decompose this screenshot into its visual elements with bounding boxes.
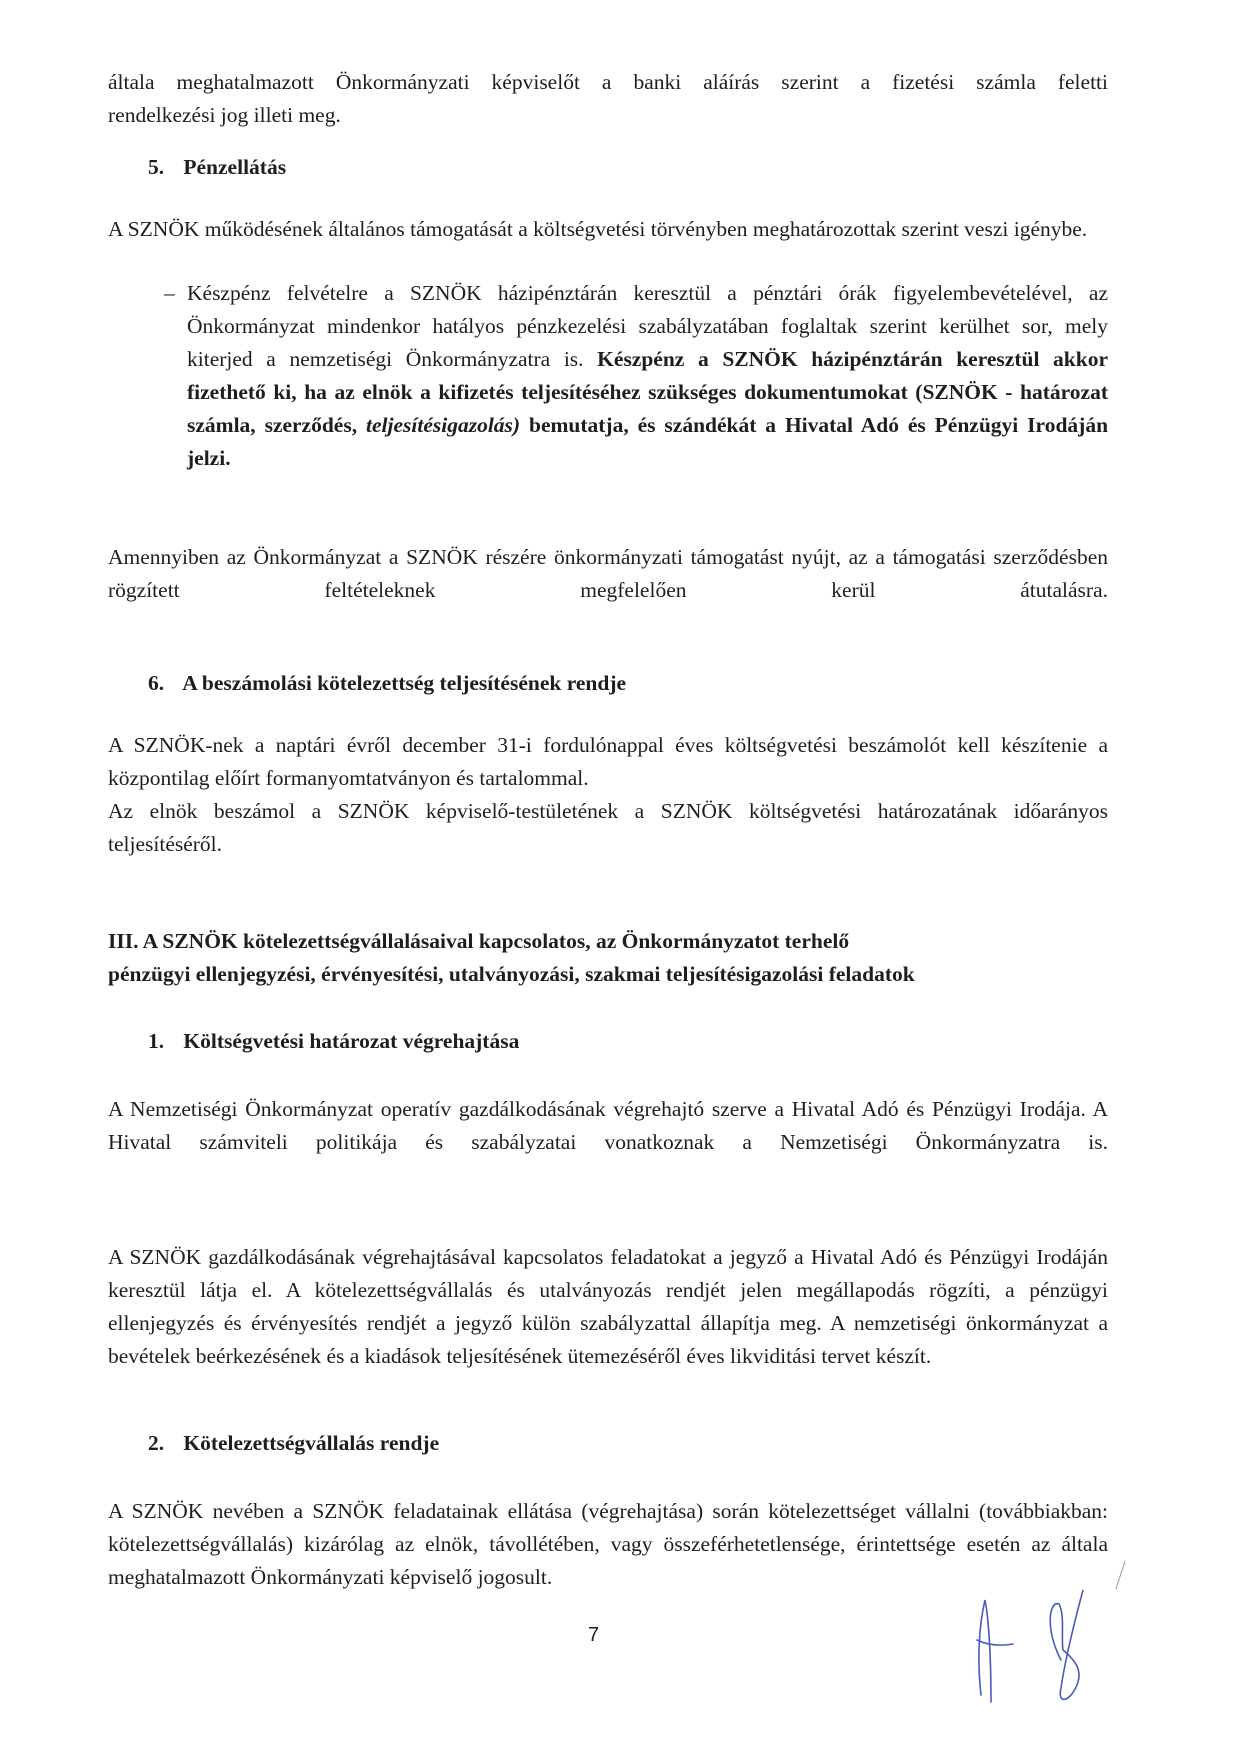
chapter-3-title-line-1: III. A SZNÖK kötelezettségvállalásaival kapcsolatos, az Önkormányzatot terhelő [108,929,850,953]
subsection-1-paragraph-2: A SZNÖK gazdálkodásának végrehajtásával kapcsolatos feladatokat a jegyző a Hivatal Adó és Pénzügyi Irodáján keresztül látja el. A kötelezettségvállalás és utalványozás rendjét jelen megállapodás rögzíti, a pénzügyi ellenjegyzés és érvényesítés rendjét a jegyző külön szabályzattal állapítja meg. A nemzetiségi önkormányzat a bevételek beérkezésének és a kiadások teljesítésének ütemezéséről éves likviditási tervet készít. [108,1245,1108,1368]
section-6-title: A beszámolási kötelezettség teljesítésének rendje [182,671,627,695]
chapter-3-title-line-2: pénzügyi ellenjegyzési, érvényesítési, utalványozási, szakmai teljesítésigazolási feladatok [108,962,915,986]
subsection-1-number: 1. [148,1029,165,1053]
continuation-paragraph [108,66,1108,132]
subsection-1-title: Költségvetési határozat végrehajtása [183,1029,520,1053]
continuation-line-1: általa meghatalmazott Önkormányzati képviselőt a banki aláírás szerint a fizetési számla feletti [108,70,1108,94]
subsection-2-paragraph-1: A SZNÖK nevében a SZNÖK feladatainak ellátása (végrehajtása) során kötelezettséget vállalni (továbbiakban: kötelezettségvállalás) kizárólag az elnök, távollétében, vagy összeférhetetlensége, érintettsége esetén az általa meghatalmazott Önkormányzati képviselő jogosult. [108,1499,1108,1589]
section-5-dash-item [164,277,1109,475]
signature-stroke [1115,1561,1125,1590]
section-6-heading [148,667,1148,700]
dash-item-normal-text: Készpénz felvételre a SZNÖK házipénztárán keresztül a pénztári órák figyelembevételével, az Önkormányzat mindenkor hatályos pénzkezelési szabályzatában foglaltak szerint kerülhet sor, mely kiterjed a nemzetiségi Önkormányzatra is. [187,281,1108,371]
section-5-number: 5. [148,155,165,179]
section-5-closing: Amennyiben az Önkormányzat a SZNÖK részére önkormányzati támogatást nyújt, az a támogatási szerződésben rögzített feltételeknek megfelelően kerül átutalásra. [108,545,1108,602]
subsection-2-title: Kötelezettségvállalás rendje [183,1431,440,1455]
chapter-3-heading [108,925,1108,991]
subsection-2-heading [148,1427,1148,1460]
section-5-heading [148,151,1148,184]
continuation-line-2: rendelkezési jog illeti meg. [108,103,341,127]
handwritten-initials-icon [965,1590,1125,1710]
page-number: 7 [588,1624,600,1646]
subsection-2-number: 2. [148,1431,165,1455]
section-6-paragraph-2: Az elnök beszámol a SZNÖK képviselő-testületének a SZNÖK költségvetési határozatának időarányos teljesítéséről. [108,799,1108,856]
section-6-number: 6. [148,671,165,695]
dash-bullet: – [164,281,175,305]
dash-item-bold-text-1: Készpénz a SZNÖK házipénztárán keresztül akkor fizethető ki, ha az elnök a kifizetés teljesítéséhez szükséges dokumentumokat (SZNÖK - határozat számla, szerződés, [187,347,1108,437]
section-5-intro: A SZNÖK működésének általános támogatását a költségvetési törvényben meghatározottak szerint veszi igénybe. [108,217,1088,241]
section-6-paragraph-1: A SZNÖK-nek a naptári évről december 31-i fordulónappal éves költségvetési beszámolót kell készítenie a központilag előírt formanyomtatványon és tartalommal. [108,733,1108,790]
dash-item-bold-text-2: bemutatja, és szándékát a Hivatal Adó és Pénzügyi Irodáján jelzi. [187,413,1109,470]
section-5-title: Pénzellátás [183,155,287,179]
dash-item-italic-text: teljesítésigazolás) [366,413,521,437]
subsection-1-heading [148,1025,1148,1058]
subsection-1-paragraph-1: A Nemzetiségi Önkormányzat operatív gazdálkodásának végrehajtó szerve a Hivatal Adó és Pénzügyi Irodája. A Hivatal számviteli politikája és szabályzatai vonatkoznak a Nemzetiségi Önkormányzatra is. [108,1097,1108,1154]
